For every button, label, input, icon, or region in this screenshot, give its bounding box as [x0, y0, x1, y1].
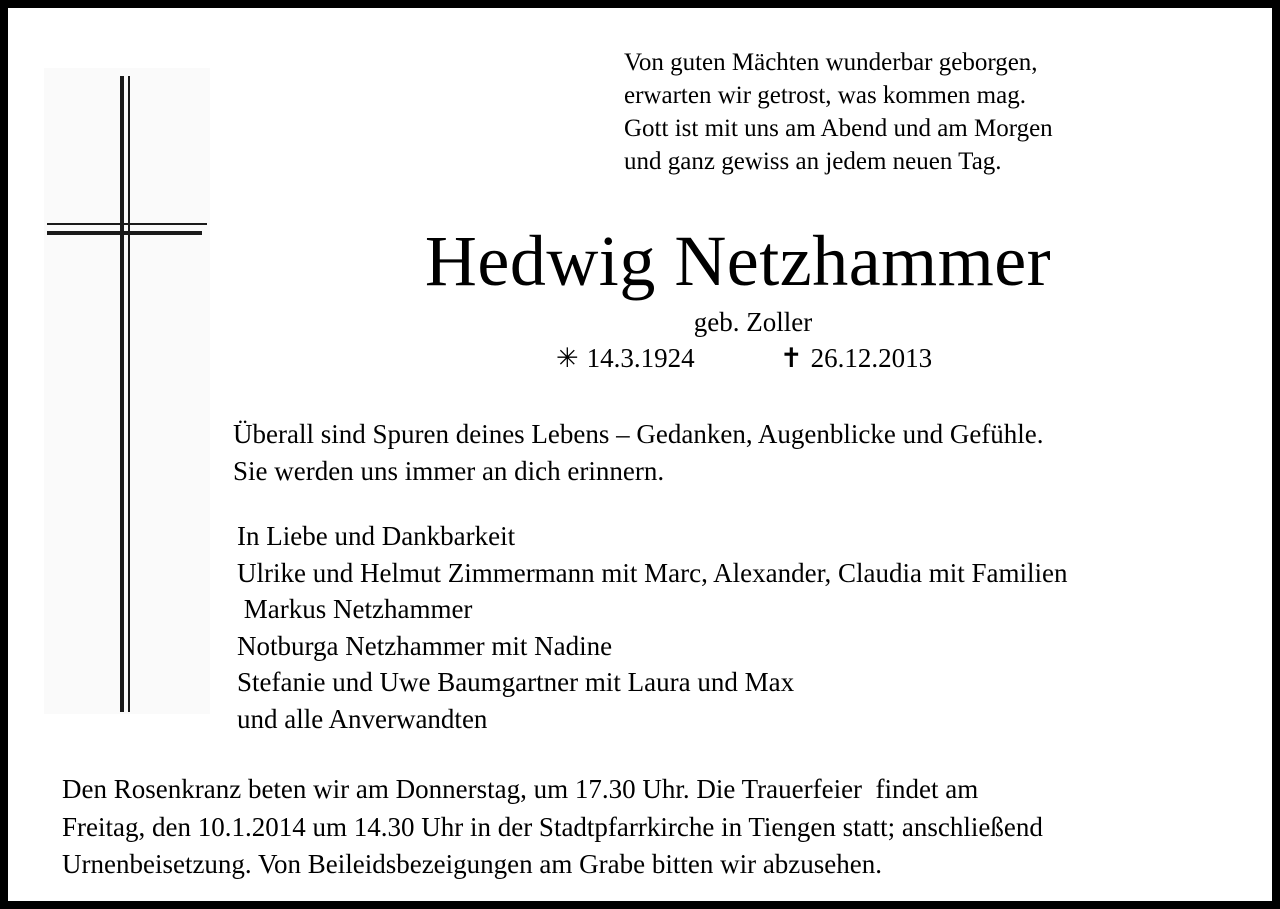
epitaph-line: Überall sind Spuren deines Lebens – Gedanken, Augenblicke und Gefühle. [233, 419, 1044, 449]
service-line: Den Rosenkranz beten wir am Donnerstag, um 17.30 Uhr. Die Trauerfeier findet am [62, 774, 979, 804]
epitaph [233, 416, 1044, 490]
mourners-line: In Liebe und Dankbarkeit [237, 521, 516, 551]
birth-star-icon: ✳ [556, 343, 579, 373]
mourners-line: Ulrike und Helmut Zimmermann mit Marc, Alexander, Claudia mit Familien [237, 557, 1068, 588]
motto-verse [624, 46, 1053, 178]
death-date-group [780, 341, 932, 375]
mourners-line: Markus Netzhammer [237, 594, 473, 624]
mourners-line: Stefanie und Uwe Baumgartner mit Laura und Max [237, 667, 795, 697]
mourners-line: und alle Anverwandten [237, 703, 488, 734]
mourners-list [237, 518, 1068, 737]
epitaph-line: Sie werden uns immer an dich erinnern. [233, 456, 665, 486]
motto-line: Gott ist mit uns am Abend und am Morgen [624, 115, 1053, 142]
service-line: Freitag, den 10.1.2014 um 14.30 Uhr in der Stadtpfarrkirche in Tiengen statt; anschließend [62, 811, 1043, 842]
birth-date: 14.3.1924 [586, 343, 695, 373]
death-cross-icon: ✝ [780, 343, 803, 373]
service-details [62, 771, 1043, 884]
cross-icon [44, 68, 210, 714]
motto-line: erwarten wir getrost, was kommen mag. [624, 82, 1026, 109]
motto-line: und ganz gewiss an jedem neuen Tag. [624, 148, 1002, 175]
birth-date-group [556, 341, 695, 375]
deceased-name: Hedwig Netzhammer [424, 221, 1052, 301]
mourners-line: Notburga Netzhammer mit Nadine [237, 630, 613, 661]
motto-line: Von guten Mächten wunderbar geborgen, [624, 49, 1038, 76]
death-date: 26.12.2013 [810, 343, 933, 373]
maiden-name: geb. Zoller [693, 307, 813, 337]
service-line: Urnenbeisetzung. Von Beileidsbezeigungen am Grabe bitten wir abzusehen. [62, 849, 883, 879]
